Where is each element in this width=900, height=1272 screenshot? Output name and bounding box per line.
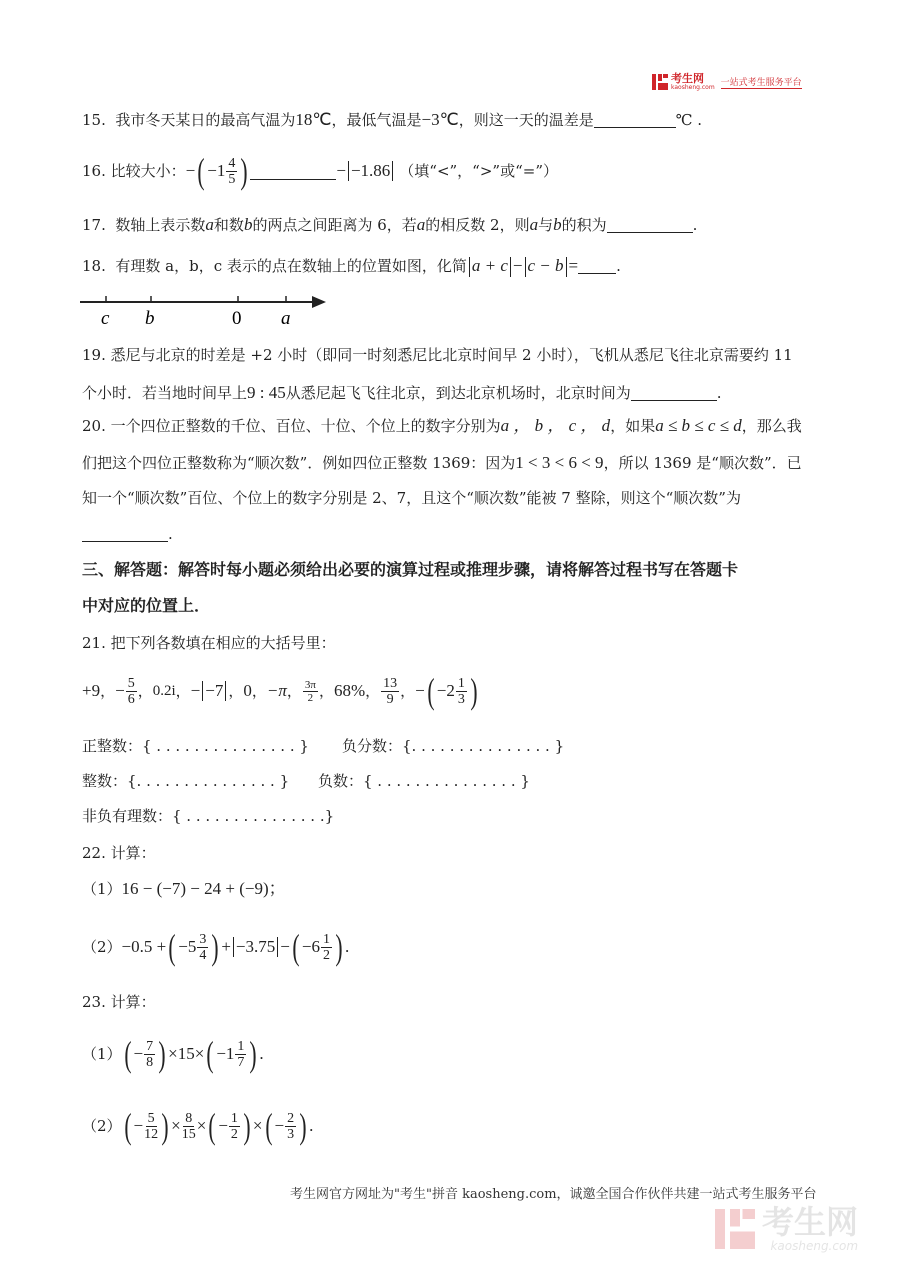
answer-blank[interactable]: [82, 525, 168, 542]
point-a-label: a: [281, 308, 291, 329]
answer-blank[interactable]: [250, 163, 336, 180]
question-17: 17. 数轴上表示数a和数b的两点之间距离为 6，若a的相反数 2，则a与b的积为 .: [82, 215, 698, 234]
question-22-part1: （1）16 − (−7) − 24 + (−9)；: [82, 879, 286, 898]
watermark-logo-icon: [712, 1204, 758, 1254]
question-23-title: 23. 计算：: [82, 993, 156, 1011]
section-3-heading: 三、解答题：解答时每小题必须给出必要的演算过程或推理步骤，请将解答过程书写在答题卡: [82, 560, 739, 579]
question-22-title: 22. 计算：: [82, 844, 156, 862]
watermark-subtext: kaosheng.com: [770, 1239, 859, 1253]
fraction-4-5: $\frac{4}{5}$: [228, 155, 236, 187]
question-21-title: 21. 把下列各数填在相应的大括号里：: [82, 634, 336, 652]
question-20-line3: 知一个“顺次数”百位、个位上的数字分别是 2、7，且这个“顺次数”能被 7 整除，则这个“顺次数”为: [82, 489, 741, 507]
answer-blank[interactable]: [631, 384, 717, 401]
answer-blank[interactable]: [594, 111, 676, 128]
question-19-line1: 19. 悉尼与北京的时差是 +2 小时（即同一时刻悉尼比北京时间早 2 小时），飞机从悉尼飞往北京需要约 11: [82, 346, 793, 364]
kaosheng-logo-icon: [651, 72, 669, 92]
number-line-figure: [78, 290, 338, 334]
logo-subtext: kaosheng.com: [671, 83, 715, 91]
header-slogan: 一站式考生服务平台: [721, 75, 802, 89]
question-16: 16. 比较大小： − ( −1 $\frac{4}{5}$ ) − −1.86 （填“<”，“>”或“=”）: [82, 151, 558, 191]
watermark-text: 考生网: [762, 1203, 859, 1241]
set-negative-fractions: 负分数：{. . . . . . . . . . . . . . . }: [342, 737, 565, 755]
question-15: 15. 我市冬天某日的最高气温为18℃，最低气温是−3℃，则这一天的温差是 ℃ .: [82, 110, 703, 129]
logo-text: 考生网: [671, 71, 704, 85]
point-c-label: c: [101, 308, 110, 329]
header-logo: [651, 72, 802, 92]
question-20-line4: .: [82, 524, 173, 544]
point-zero-label: 0: [232, 308, 242, 329]
answer-blank[interactable]: [578, 257, 616, 274]
question-19-line2: 个小时．若当地时间早上9 : 45从悉尼起飞飞往北京，到达北京机场时，北京时间为 .: [82, 383, 722, 402]
set-integers: 整数：{. . . . . . . . . . . . . . . }: [82, 772, 290, 790]
set-negative-numbers: 负数：{ . . . . . . . . . . . . . . . }: [318, 772, 530, 790]
footer-note: 考生网官方网址为"考生"拼音 kaosheng.com，诚邀全国合作伙伴共建一站式考生服务平台: [290, 1187, 817, 1202]
answer-blank[interactable]: [607, 216, 693, 233]
watermark: [712, 1204, 858, 1254]
section-3-heading-line2: 中对应的位置上．: [82, 596, 211, 615]
question-23-part1: （1） ( − $\frac{7}{8}$ ) ×15× ( −1 $\frac{1}{7}$ ) .: [82, 1034, 264, 1074]
set-positive-integers: 正整数：{ . . . . . . . . . . . . . . . }: [82, 737, 309, 755]
question-22-part2: （2） −0.5 + ( −5 $\frac{3}{4}$ ) + −3.75 − ( −6 $\frac{1}{2}$ ) .: [82, 927, 350, 967]
point-b-label: b: [145, 308, 155, 329]
question-23-part2: （2） ( − $\frac{5}{12}$ ) × $\frac{8}{15}$ × ( − $\frac{1}{2}$ ) × ( − $\frac{2}{3}$ ) .: [82, 1106, 314, 1146]
question-20-line2: 们把这个四位正整数称为“顺次数”．例如四位正整数 1369：因为1 < 3 < 6 < 9，所以 1369 是“顺次数”．已: [82, 453, 802, 472]
question-20-line1: 20. 一个四位正整数的千位、百位、十位、个位上的数字分别为a ， b ， c ， d，如果a ≤ b ≤ c ≤ d，那么我: [82, 416, 802, 435]
set-nonnegative-rationals: 非负有理数：{ . . . . . . . . . . . . . . .}: [82, 807, 335, 825]
question-18: 18. 有理数 a，b，c 表示的点在数轴上的位置如图，化简 a + c − c − b = .: [82, 256, 621, 275]
question-21-numbers: +9 ， − $\frac{5}{6}$ ， 0.2i ， − −7 ， 0 ， −π ， $\frac{3\pi}{2}$ ， 68% ， $\frac{13}{9}$ ， − ( −2 $\frac{1}{3}$ ): [82, 671, 478, 711]
